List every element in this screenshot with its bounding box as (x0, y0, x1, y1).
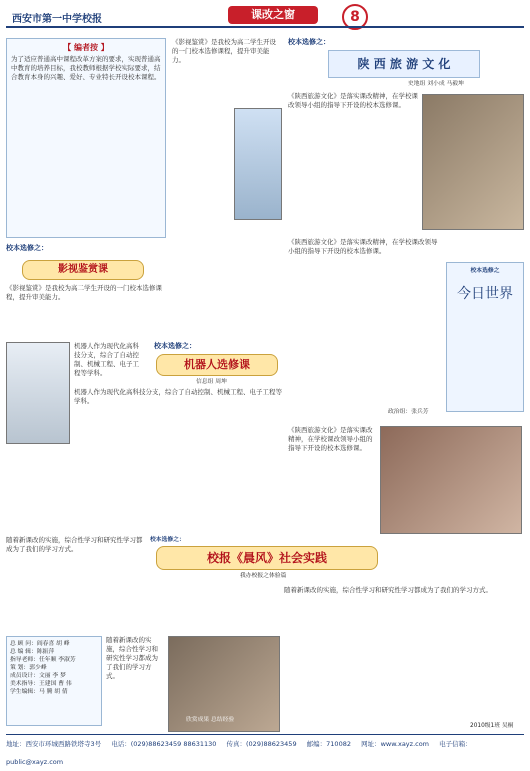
credit-role: 指导老师： (10, 657, 39, 663)
robot-banner: 机器人选修课 (156, 354, 278, 376)
newspaper-text-right: 随着新课改的实施，综合性学习和研究性学习都成为了我们的学习方式。 (284, 586, 492, 594)
editor-note (6, 38, 166, 238)
film-tag: 校本选修之： (6, 244, 48, 252)
credit-names: 郭少峰 (29, 665, 47, 671)
shaanxi-banner-text: 陕 西 旅 游 文 化 (357, 57, 451, 71)
credit-row (10, 664, 98, 672)
world-extra-text: 《陕西旅游文化》是落实课改精神，在学校课改领导小组的指导下开设的校本选修课。 (288, 426, 373, 452)
newspaper-text-left: 随着新课改的实施，综合性学习和研究性学习都成为了我们的学习方式。 (6, 536, 143, 553)
header-divider (6, 26, 524, 28)
page-footer (6, 734, 524, 766)
footer-address: 地址：西安市环城西路铁塔寺3号 (6, 740, 102, 748)
robot-section (6, 340, 284, 530)
shaanxi-author: 史地组 刘小成 马毅坤 (408, 81, 464, 87)
credits-box (6, 636, 102, 726)
robot-text: 机器人作为现代化高科技分支，综合了自动控制、机械工程、电子工程等学科。 (74, 388, 282, 405)
world-section (288, 238, 442, 424)
newspaper-tag: 校本选修之： (150, 537, 185, 543)
footer-website: 网址：www.xayz.com (361, 740, 430, 748)
photo-caption: 欣赏成果 总结经验 (186, 717, 235, 723)
world-author: 政治组：张兵芳 (388, 409, 429, 415)
credit-row (10, 688, 98, 696)
credit-names: 马 腾 胡 倩 (39, 689, 68, 695)
world-title: 今日世界 (457, 286, 513, 302)
robot-intro: 机器人作为现代化高科技分支，综合了自动控制、机械工程、电子工程等学科。 (74, 342, 139, 377)
film-text: 《影视鉴赏》是我校为高二学生开设的一门校本选修课程，提升审美能力。 (6, 284, 162, 301)
credit-role: 总 顾 问： (10, 641, 37, 647)
credit-row (10, 656, 98, 664)
shaanxi-banner (328, 50, 480, 78)
credit-names: 阎春喜 胡 峰 (36, 641, 70, 647)
film-text-continued: 《影视鉴赏》是我校为高二学生开设的一门校本选修课程，提升审美能力。 (172, 38, 276, 64)
film-pill: 影视鉴赏课 (22, 260, 144, 280)
robot-author: 信息组 周坤 (196, 379, 227, 385)
school-name: 西安市第一中学校报 (12, 14, 102, 25)
credit-names: 任年顺 李淑芳 (39, 657, 76, 663)
page-number: 8 (342, 4, 368, 30)
section-title: 课改之窗 (228, 6, 318, 24)
world-text: 《陕西旅游文化》是落实课改精神，在学校课改领导小组的指导下开设的校本选修课。 (288, 238, 438, 255)
film-poster-image (234, 108, 282, 220)
footer-postcode: 邮编：710082 (306, 740, 351, 748)
film-section (6, 244, 166, 338)
credits-list (10, 640, 98, 696)
credit-role: 美术指导： (10, 681, 39, 687)
world-title-block (446, 262, 524, 412)
credit-role: 总 编 辑： (10, 649, 37, 655)
footer-email: 电子信箱：public@xayz.com (6, 740, 472, 766)
newspaper-banner: 校报《晨风》社会实践 (156, 546, 378, 570)
credit-row (10, 672, 98, 680)
shaanxi-text: 《陕西旅游文化》是落实课改精神，在学校课改领导小组的指导下开设的校本选修课。 (288, 92, 418, 109)
credit-row (10, 648, 98, 656)
classroom-photo (380, 426, 522, 534)
credit-role: 策 划： (10, 665, 30, 671)
credit-names: 陈振萍 (36, 649, 55, 655)
class-signature: 2010级1班 吴桐 (470, 723, 514, 729)
credit-names: 文丽 李 梦 (39, 673, 66, 679)
page-header (6, 4, 524, 28)
footer-fax: 传真：(029)88623459 (226, 740, 297, 748)
footer-phone: 电话：(029)88623459 88631130 (111, 740, 217, 748)
world-tag: 校本选修之 (470, 268, 500, 274)
editor-note-text: 为了适应普通高中课程改革方案的要求，实现普通高中教育的培养目标，我校教师根据学校实际要求，结合教育本身的兴趣、爱好、专业特长开设校本课程。 (11, 55, 161, 81)
robot-image (6, 342, 70, 444)
shaanxi-tag: 校本选修之： (288, 38, 330, 46)
newspaper-sub: 我办校报之体验篇 (240, 573, 287, 579)
credit-role: 学生编辑： (10, 689, 39, 695)
credit-role: 成员设计： (10, 673, 39, 679)
shaanxi-section (288, 38, 524, 234)
credit-row (10, 640, 98, 648)
newspaper-banner-block (150, 536, 384, 582)
editor-note-title: 【 编者按 】 (63, 43, 109, 52)
credit-names: 王建国 曹 伟 (39, 681, 72, 687)
credit-row (10, 680, 98, 688)
newspaper-text-middle: 随着新课改的实施，综合性学习和研究性学习都成为了我们的学习方式。 (106, 636, 158, 680)
terracotta-image (422, 94, 524, 230)
robot-tag: 校本选修之： (154, 342, 196, 350)
